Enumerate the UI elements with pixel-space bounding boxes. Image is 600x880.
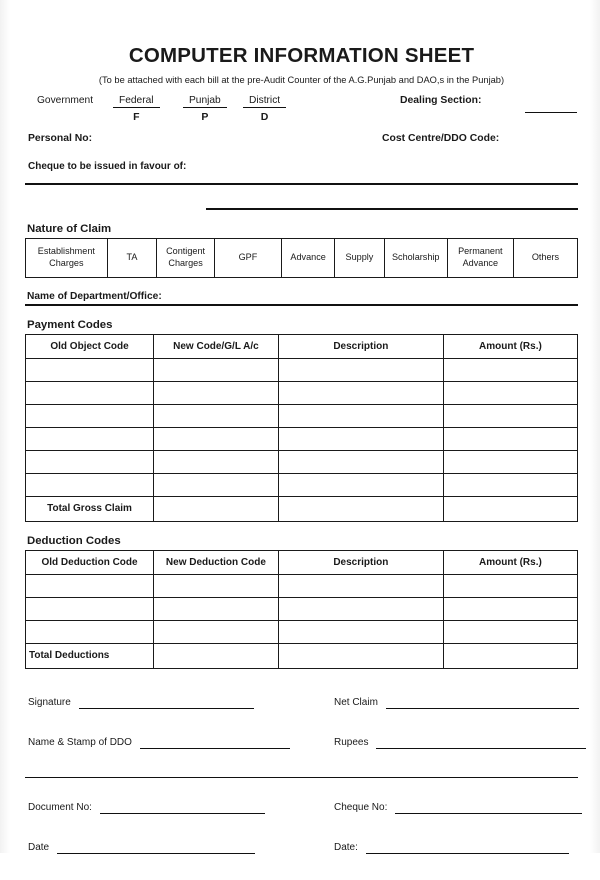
footer-separator-rule <box>25 777 578 778</box>
cheque-favour-row <box>25 161 578 181</box>
table-row <box>26 381 578 404</box>
deduction-col-amount: Amount (Rs.) <box>443 550 577 574</box>
payment-cell[interactable] <box>443 381 577 404</box>
name-stamp-ddo-label: Name & Stamp of DDO <box>28 736 132 748</box>
nature-of-claim-heading: Nature of Claim <box>27 222 112 235</box>
signature-label: Signature <box>28 696 71 708</box>
government-option-punjab-word: Punjab <box>183 95 227 108</box>
nature-cell-advance[interactable]: Advance <box>282 238 335 277</box>
table-row <box>26 450 578 473</box>
table-row <box>26 574 578 597</box>
deduction-cell[interactable] <box>278 597 443 620</box>
department-label: Name of Department/Office: <box>27 290 162 302</box>
cheque-no-field[interactable] <box>334 800 582 814</box>
document-no-input[interactable] <box>100 800 265 814</box>
table-row <box>26 238 578 277</box>
deduction-total-cell[interactable] <box>278 643 443 668</box>
nature-cell-contigent-charges[interactable]: Contigent Charges <box>157 238 214 277</box>
deduction-cell[interactable] <box>26 620 154 643</box>
table-row <box>26 358 578 381</box>
footer-bottom-section <box>25 800 578 880</box>
payment-cell[interactable] <box>154 427 279 450</box>
footer-row-ddo <box>25 735 578 775</box>
rupees-field[interactable] <box>334 735 586 749</box>
page-title: COMPUTER INFORMATION SHEET <box>128 44 475 67</box>
payment-cell[interactable] <box>154 381 279 404</box>
nature-cell-establishment-charges[interactable]: Establishment Charges <box>26 238 108 277</box>
payment-cell[interactable] <box>154 450 279 473</box>
page-edge-right <box>590 0 600 853</box>
cheque-favour-second-rule <box>206 208 578 210</box>
deduction-cell[interactable] <box>154 574 279 597</box>
government-option-federal-code: F <box>133 110 140 123</box>
cheque-no-label: Cheque No: <box>334 801 388 813</box>
deduction-total-label: Total Deductions <box>26 643 154 668</box>
government-option-district-code: D <box>260 110 269 123</box>
net-claim-input[interactable] <box>386 695 579 709</box>
table-total-row <box>26 643 578 668</box>
date-right-field[interactable] <box>334 840 569 854</box>
page-edge-left <box>0 0 10 853</box>
date-right-label: Date: <box>334 841 358 853</box>
deduction-cell[interactable] <box>278 574 443 597</box>
document-no-label: Document No: <box>28 801 92 813</box>
payment-cell[interactable] <box>154 404 279 427</box>
deduction-cell[interactable] <box>443 597 577 620</box>
name-stamp-ddo-field[interactable] <box>28 735 290 749</box>
government-row <box>25 95 578 129</box>
payment-total-cell[interactable] <box>278 496 443 521</box>
payment-col-new-code: New Code/G/L A/c <box>154 334 279 358</box>
payment-cell[interactable] <box>154 358 279 381</box>
cheque-favour-rule <box>25 183 578 185</box>
deduction-codes-heading: Deduction Codes <box>27 534 121 547</box>
deduction-cell[interactable] <box>443 574 577 597</box>
document-content <box>25 0 578 880</box>
nature-cell-gpf[interactable]: GPF <box>214 238 281 277</box>
payment-cell[interactable] <box>26 450 154 473</box>
table-row <box>26 620 578 643</box>
dealing-section-input[interactable] <box>525 112 577 113</box>
payment-cell[interactable] <box>278 404 443 427</box>
cost-centre-label: Cost Centre/DDO Code: <box>382 132 500 144</box>
nature-cell-scholarship[interactable]: Scholarship <box>384 238 447 277</box>
personal-cost-row <box>25 133 578 155</box>
table-header-row <box>26 334 578 358</box>
government-option-federal[interactable] <box>113 95 160 123</box>
date-left-input[interactable] <box>57 840 255 854</box>
nature-cell-ta[interactable]: TA <box>107 238 157 277</box>
payment-cell[interactable] <box>278 358 443 381</box>
payment-cell[interactable] <box>443 427 577 450</box>
payment-cell[interactable] <box>278 427 443 450</box>
cheque-favour-rule-wrap <box>25 183 578 185</box>
name-stamp-ddo-input[interactable] <box>140 735 290 749</box>
signature-field[interactable] <box>28 695 254 709</box>
payment-col-description: Description <box>278 334 443 358</box>
payment-codes-table <box>25 334 578 522</box>
signature-input[interactable] <box>79 695 254 709</box>
payment-total-cell[interactable] <box>443 496 577 521</box>
payment-total-cell[interactable] <box>154 496 279 521</box>
payment-cell[interactable] <box>443 473 577 496</box>
payment-cell[interactable] <box>443 450 577 473</box>
government-option-federal-word: Federal <box>113 95 160 108</box>
nature-cell-supply[interactable]: Supply <box>335 238 385 277</box>
department-rule[interactable] <box>25 304 578 306</box>
deduction-col-new-code: New Deduction Code <box>154 550 279 574</box>
nature-cell-others[interactable]: Others <box>513 238 577 277</box>
deduction-cell[interactable] <box>154 620 279 643</box>
deduction-col-old-code: Old Deduction Code <box>26 550 154 574</box>
dealing-section-label: Dealing Section: <box>400 94 482 106</box>
table-row <box>26 404 578 427</box>
deduction-cell[interactable] <box>443 620 577 643</box>
department-block <box>25 291 578 306</box>
table-row <box>26 597 578 620</box>
deduction-cell[interactable] <box>154 597 279 620</box>
government-label: Government <box>37 94 94 106</box>
deduction-col-description: Description <box>278 550 443 574</box>
footer-row-signature <box>25 695 578 735</box>
table-header-row <box>26 550 578 574</box>
deduction-total-cell[interactable] <box>154 643 279 668</box>
cheque-favour-label: Cheque to be issued in favour of: <box>28 160 187 172</box>
payment-cell[interactable] <box>26 404 154 427</box>
rupees-label: Rupees <box>334 736 369 748</box>
net-claim-field[interactable] <box>334 695 579 709</box>
rupees-input[interactable] <box>376 735 586 749</box>
date-left-label: Date <box>28 841 50 853</box>
date-right-input[interactable] <box>366 840 569 854</box>
table-total-row <box>26 496 578 521</box>
payment-cell[interactable] <box>26 381 154 404</box>
government-option-punjab[interactable] <box>183 95 227 123</box>
payment-cell[interactable] <box>278 381 443 404</box>
payment-cell[interactable] <box>154 473 279 496</box>
government-option-district[interactable] <box>243 95 286 123</box>
payment-cell[interactable] <box>26 358 154 381</box>
nature-cell-permanent-advance[interactable]: Permanent Advance <box>447 238 513 277</box>
payment-cell[interactable] <box>443 404 577 427</box>
page-subtitle: (To be attached with each bill at the pre-Audit Counter of the A.G.Punjab and DAO,s in the Punjab) <box>98 74 505 85</box>
date-left-field[interactable] <box>28 840 255 854</box>
table-row <box>26 427 578 450</box>
deduction-codes-table <box>25 550 578 669</box>
document-no-field[interactable] <box>28 800 265 814</box>
payment-cell[interactable] <box>278 473 443 496</box>
footer-row-date <box>25 840 578 880</box>
payment-total-label: Total Gross Claim <box>26 496 154 521</box>
net-claim-label: Net Claim <box>334 696 378 708</box>
government-option-district-word: District <box>243 95 286 108</box>
cheque-favour-second-rule-wrap <box>25 208 578 210</box>
footer-row-document-no <box>25 800 578 840</box>
payment-cell[interactable] <box>26 427 154 450</box>
deduction-cell[interactable] <box>26 574 154 597</box>
payment-col-amount: Amount (Rs.) <box>443 334 577 358</box>
personal-no-label: Personal No: <box>28 132 93 144</box>
deduction-cell[interactable] <box>26 597 154 620</box>
payment-col-old-object-code: Old Object Code <box>26 334 154 358</box>
deduction-cell[interactable] <box>278 620 443 643</box>
payment-cell[interactable] <box>26 473 154 496</box>
payment-cell[interactable] <box>278 450 443 473</box>
table-row <box>26 473 578 496</box>
government-option-punjab-code: P <box>201 110 209 123</box>
nature-of-claim-table <box>25 238 578 278</box>
payment-cell[interactable] <box>443 358 577 381</box>
payment-codes-heading: Payment Codes <box>27 318 113 331</box>
footer-section <box>25 695 578 880</box>
deduction-total-cell[interactable] <box>443 643 577 668</box>
cheque-no-input[interactable] <box>395 800 582 814</box>
